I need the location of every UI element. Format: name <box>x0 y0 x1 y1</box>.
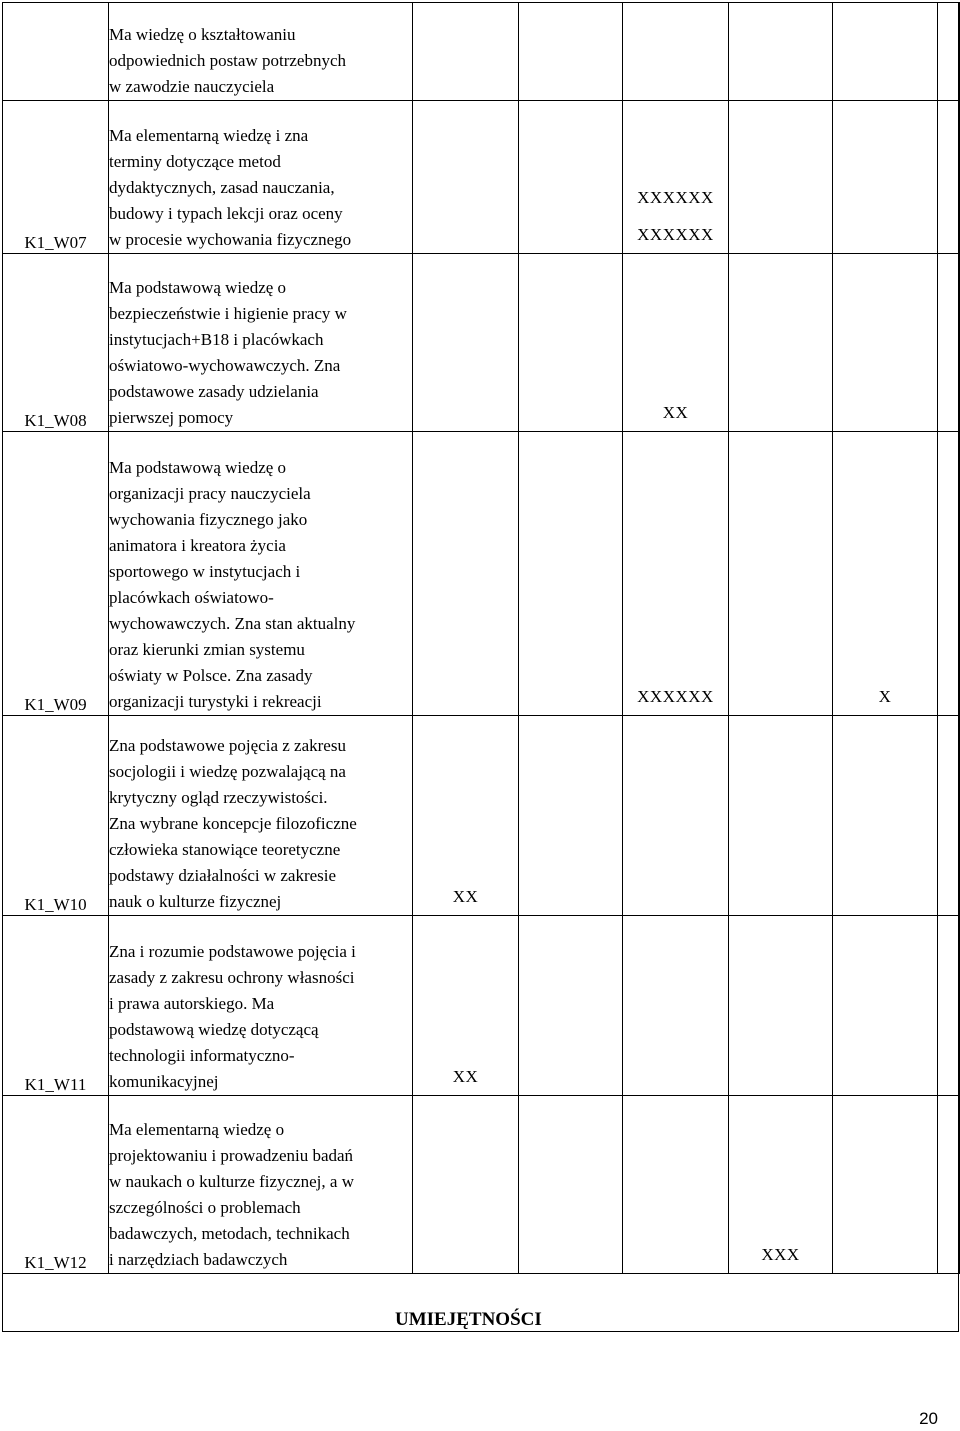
mark-cell: X <box>833 432 938 716</box>
description-line: podstawy działalności w zakresie <box>109 866 337 885</box>
mark-cell: XX <box>623 254 729 432</box>
mark-cell: XX <box>413 916 519 1096</box>
mark-cell <box>938 1096 959 1274</box>
table-row <box>3 716 960 916</box>
description-line: oraz kierunki zmian systemu <box>109 640 305 659</box>
description-line: Ma podstawową wiedzę o <box>109 278 287 297</box>
description-line: placówkach oświatowo- <box>109 588 274 607</box>
description-line: Zna i rozumie podstawowe pojęcia i <box>109 942 356 961</box>
mark-cell <box>833 716 938 916</box>
description-line: organizacji turystyki i rekreacji <box>109 692 322 711</box>
description-line: oświaty w Polsce. Zna zasady <box>109 666 313 685</box>
outcome-description-cell <box>109 3 413 101</box>
mark-cell <box>623 3 729 101</box>
description-line: Zna podstawowe pojęcia z zakresu <box>109 736 346 755</box>
mark-cell <box>519 916 623 1096</box>
mark-cell <box>519 101 623 254</box>
mark-cell <box>729 716 833 916</box>
edge-cell <box>959 716 960 916</box>
description-line: bezpieczeństwie i higienie pracy w <box>109 304 347 323</box>
outcome-code-cell: K1_W09 <box>3 432 109 716</box>
description-line: projektowaniu i prowadzeniu badań <box>109 1146 354 1165</box>
section-header-row <box>3 1274 960 1332</box>
description-line: i narzędziach badawczych <box>109 1250 288 1269</box>
mark-cell <box>833 916 938 1096</box>
description-line: wychowania fizycznego jako <box>109 510 308 529</box>
mark-cell <box>413 1096 519 1274</box>
mark-cell <box>729 3 833 101</box>
description-line: organizacji pracy nauczyciela <box>109 484 311 503</box>
section-header-cell <box>3 1274 959 1332</box>
mark-cell <box>413 254 519 432</box>
description-line: animatora i kreatora życia <box>109 536 286 555</box>
mark-cell <box>519 1096 623 1274</box>
description-line: technologii informatyczno- <box>109 1046 295 1065</box>
outcome-code-cell: K1_W11 <box>3 916 109 1096</box>
description-line: podstawowe zasady udzielania <box>109 382 319 401</box>
description-line: terminy dotyczące metod <box>109 152 281 171</box>
mark-cell <box>833 3 938 101</box>
table-row <box>3 101 960 254</box>
mark-cell <box>729 254 833 432</box>
outcome-description-cell <box>109 916 413 1096</box>
edge-cell <box>959 432 960 716</box>
description-line: podstawową wiedzę dotyczącą <box>109 1020 319 1039</box>
description-line: oświatowo-wychowawczych. Zna <box>109 356 341 375</box>
mark-cell <box>938 432 959 716</box>
outcome-description-cell <box>109 1096 413 1274</box>
page-number: 20 <box>919 1409 938 1428</box>
outcome-description-cell <box>109 254 413 432</box>
mark-cell <box>623 716 729 916</box>
mark-cell <box>938 716 959 916</box>
outcome-code-cell: K1_W10 <box>3 716 109 916</box>
outcome-code-cell: K1_W08 <box>3 254 109 432</box>
description-line: nauk o kulturze fizycznej <box>109 892 282 911</box>
description-line: w procesie wychowania fizycznego <box>109 230 352 249</box>
mark-cell <box>833 254 938 432</box>
outcome-code-cell: K1_W07 <box>3 101 109 254</box>
description-line: w naukach o kulturze fizycznej, a w <box>109 1172 354 1191</box>
description-line: budowy i typach lekcji oraz oceny <box>109 204 343 223</box>
table-row <box>3 3 960 101</box>
description-line: Ma podstawową wiedzę o <box>109 458 287 477</box>
description-line: Ma elementarną wiedzę o <box>109 1120 285 1139</box>
outcome-code-cell <box>3 3 109 101</box>
mark-cell <box>413 101 519 254</box>
description-line: zasady z zakresu ochrony własności <box>109 968 355 987</box>
mark-cell <box>938 916 959 1096</box>
description-line: Ma wiedzę o kształtowaniu <box>109 25 296 44</box>
description-line: człowieka stanowiące teoretyczne <box>109 840 341 859</box>
mark-cell <box>519 254 623 432</box>
edge-cell <box>959 916 960 1096</box>
mark-cell: XX <box>413 716 519 916</box>
mark-cell <box>938 101 959 254</box>
mark-cell: XXX <box>729 1096 833 1274</box>
description-line: instytucjach+B18 i placówkach <box>109 330 324 349</box>
mark-cell <box>519 432 623 716</box>
mark-cell <box>519 716 623 916</box>
edge-cell <box>959 254 960 432</box>
mark-cell <box>729 432 833 716</box>
description-line: badawczych, metodach, technikach <box>109 1224 350 1243</box>
mark-cell <box>938 3 959 101</box>
mark-cell <box>519 3 623 101</box>
description-line: szczególności o problemach <box>109 1198 301 1217</box>
edge-cell <box>959 1096 960 1274</box>
description-line: dydaktycznych, zasad nauczania, <box>109 178 335 197</box>
description-line: i prawa autorskiego. Ma <box>109 994 275 1013</box>
mark-cell <box>623 916 729 1096</box>
section-title: UMIEJĘTNOŚCI <box>395 1309 542 1330</box>
description-line: odpowiednich postaw potrzebnych <box>109 51 346 70</box>
learning-outcomes-table <box>2 2 960 1332</box>
description-line: Ma elementarną wiedzę i zna <box>109 126 309 145</box>
mark-cell <box>833 101 938 254</box>
outcome-description-cell <box>109 432 413 716</box>
mark-cell <box>623 1096 729 1274</box>
description-line: wychowawczych. Zna stan aktualny <box>109 614 356 633</box>
outcome-code-cell: K1_W12 <box>3 1096 109 1274</box>
mark-cell <box>413 432 519 716</box>
table-row <box>3 432 960 716</box>
table-row <box>3 254 960 432</box>
description-line: komunikacyjnej <box>109 1072 219 1091</box>
outcome-description-cell <box>109 101 413 254</box>
description-line: krytyczny ogląd rzeczywistości. <box>109 788 328 807</box>
description-line: socjologii i wiedzę pozwalającą na <box>109 762 346 781</box>
description-line: sportowego w instytucjach i <box>109 562 301 581</box>
mark-cell: XXXXXX <box>623 432 729 716</box>
mark-cell: XXXXXX XXXXXX <box>623 101 729 254</box>
mark-cell <box>729 916 833 1096</box>
description-line: Zna wybrane koncepcje filozoficzne <box>109 814 357 833</box>
mark-cell <box>938 254 959 432</box>
mark-cell <box>413 3 519 101</box>
description-line: pierwszej pomocy <box>109 408 234 427</box>
table-row <box>3 916 960 1096</box>
edge-cell <box>959 101 960 254</box>
mark-cell <box>729 101 833 254</box>
edge-cell <box>959 3 960 101</box>
table-row <box>3 1096 960 1274</box>
description-line: w zawodzie nauczyciela <box>109 77 275 96</box>
mark-cell <box>833 1096 938 1274</box>
outcome-description-cell <box>109 716 413 916</box>
